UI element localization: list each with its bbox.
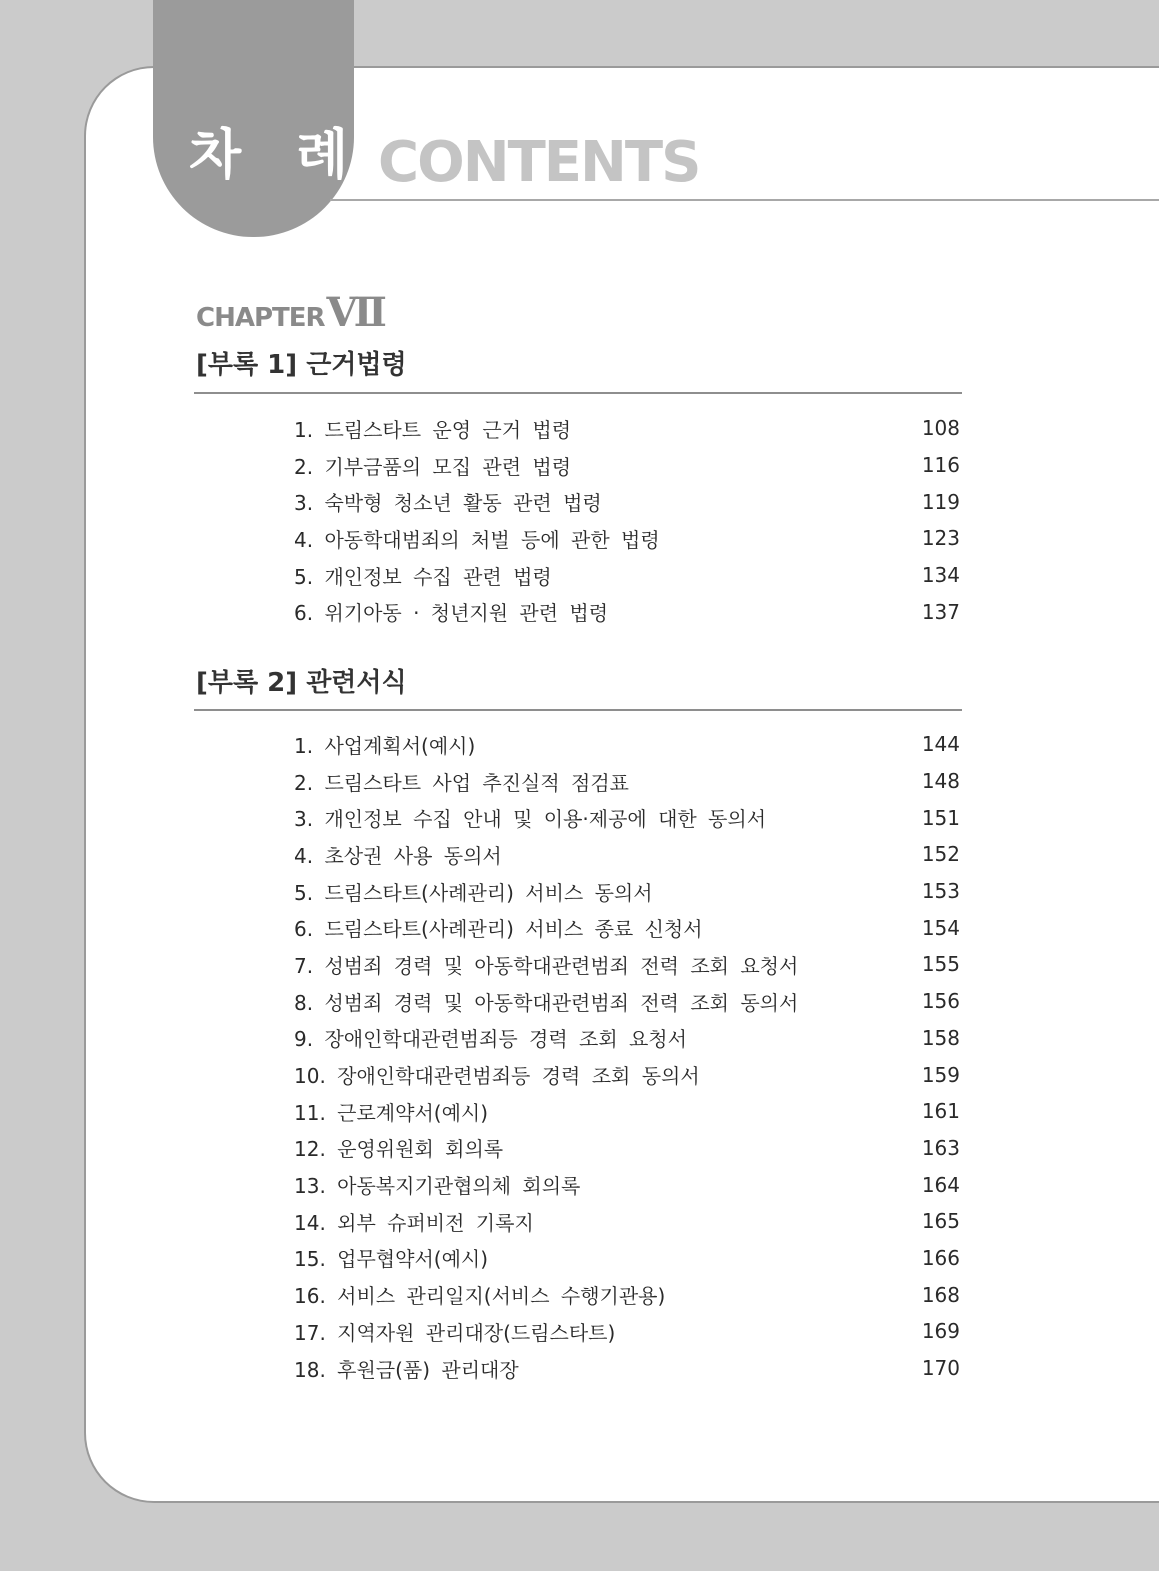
toc-item-page: 119 [921, 489, 960, 514]
toc-item-page: 148 [921, 769, 960, 794]
toc-item-page: 155 [921, 952, 960, 977]
toc-item[interactable] [294, 799, 960, 836]
toc-item-label: 8. 성범죄 경력 및 아동학대관련범죄 전력 조회 동의서 [294, 990, 799, 1015]
chapter-numeral: VII [326, 289, 384, 336]
section-title-appendix-2: [부록 2] 관련서식 [196, 668, 407, 698]
toc-item-label: 5. 개인정보 수집 관련 법령 [294, 564, 552, 589]
toc-item-label: 6. 위기아동 · 청년지원 관련 법령 [294, 601, 609, 626]
toc-item[interactable] [294, 1020, 960, 1057]
title-english: CONTENTS [378, 130, 700, 195]
toc-item-label: 10. 장애인학대관련범죄등 경력 조회 동의서 [294, 1064, 700, 1089]
toc-item[interactable] [294, 1166, 960, 1203]
toc-item[interactable] [294, 593, 960, 630]
toc-item[interactable] [294, 1240, 960, 1277]
toc-item[interactable] [294, 1203, 960, 1240]
toc-item-page: 151 [921, 805, 960, 830]
toc-item[interactable] [294, 909, 960, 946]
header-tab [153, 0, 354, 237]
toc-item-label: 4. 아동학대범죄의 처벌 등에 관한 법령 [294, 527, 660, 552]
title-korean: 차 례 [189, 123, 367, 186]
toc-item[interactable] [294, 483, 960, 520]
toc-item-label: 1. 드림스타트 운영 근거 법령 [294, 417, 572, 442]
toc-item-page: 158 [921, 1025, 960, 1050]
toc-item-page: 169 [921, 1319, 960, 1344]
toc-item-page: 168 [921, 1282, 960, 1307]
title-divider [330, 199, 1159, 201]
toc-item-page: 123 [921, 526, 960, 551]
toc-item[interactable] [294, 836, 960, 873]
toc-item[interactable] [294, 726, 960, 763]
toc-item-page: 144 [921, 732, 960, 757]
toc-item-page: 152 [921, 842, 960, 867]
toc-item-label: 17. 지역자원 관리대장(드림스타트) [294, 1320, 616, 1345]
toc-item-label: 16. 서비스 관리일지(서비스 수행기관용) [294, 1284, 666, 1309]
toc-item[interactable] [294, 557, 960, 594]
toc-item[interactable] [294, 1276, 960, 1313]
toc-item-page: 163 [921, 1135, 960, 1160]
toc-item-label: 14. 외부 슈퍼비전 기록지 [294, 1210, 534, 1235]
toc-item-page: 154 [921, 915, 960, 940]
toc-item-label: 7. 성범죄 경력 및 아동학대관련범죄 전력 조회 요청서 [294, 953, 799, 978]
toc-item-page: 156 [921, 989, 960, 1014]
toc-item-label: 4. 초상권 사용 동의서 [294, 843, 502, 868]
toc-item-label: 3. 개인정보 수집 안내 및 이용·제공에 대한 동의서 [294, 807, 767, 832]
toc-item-page: 134 [921, 563, 960, 588]
toc-item[interactable] [294, 410, 960, 447]
toc-item-page: 116 [921, 453, 960, 478]
toc-item-label: 1. 사업계획서(예시) [294, 733, 476, 758]
chapter-heading [196, 289, 384, 336]
toc-item-label: 9. 장애인학대관련범죄등 경력 조회 요청서 [294, 1027, 687, 1052]
toc-item-page: 165 [921, 1209, 960, 1234]
toc-item-label: 13. 아동복지기관협의체 회의록 [294, 1174, 581, 1199]
toc-item[interactable] [294, 447, 960, 484]
toc-list-appendix-1 [294, 410, 960, 630]
toc-item-label: 11. 근로계약서(예시) [294, 1100, 489, 1125]
section-divider [194, 392, 962, 394]
toc-item[interactable] [294, 1130, 960, 1167]
toc-item-label: 2. 기부금품의 모집 관련 법령 [294, 454, 572, 479]
toc-item[interactable] [294, 1056, 960, 1093]
chapter-word: CHAPTER [196, 303, 325, 333]
toc-item[interactable] [294, 946, 960, 983]
toc-item-page: 153 [921, 879, 960, 904]
toc-item-label: 3. 숙박형 청소년 활동 관련 법령 [294, 491, 602, 516]
toc-item-label: 18. 후원금(품) 관리대장 [294, 1357, 519, 1382]
toc-item[interactable] [294, 1313, 960, 1350]
toc-item-page: 170 [921, 1356, 960, 1381]
toc-item-page: 159 [921, 1062, 960, 1087]
toc-item[interactable] [294, 873, 960, 910]
toc-item-page: 137 [921, 599, 960, 624]
toc-item-label: 12. 운영위원회 회의록 [294, 1137, 504, 1162]
toc-item-label: 15. 업무협약서(예시) [294, 1247, 489, 1272]
section-title-appendix-1: [부록 1] 근거법령 [196, 350, 407, 380]
toc-item[interactable] [294, 1350, 960, 1387]
toc-item-page: 108 [921, 416, 960, 441]
toc-item-page: 166 [921, 1245, 960, 1270]
toc-item-page: 161 [921, 1099, 960, 1124]
section-divider [194, 709, 962, 711]
toc-item-label: 6. 드림스타트(사례관리) 서비스 종료 신청서 [294, 917, 703, 942]
toc-item-label: 2. 드림스타트 사업 추진실적 점검표 [294, 770, 629, 795]
toc-item-page: 164 [921, 1172, 960, 1197]
toc-list-appendix-2 [294, 726, 960, 1386]
toc-item[interactable] [294, 520, 960, 557]
toc-item[interactable] [294, 983, 960, 1020]
toc-item[interactable] [294, 1093, 960, 1130]
toc-item[interactable] [294, 763, 960, 800]
toc-item-label: 5. 드림스타트(사례관리) 서비스 동의서 [294, 880, 653, 905]
